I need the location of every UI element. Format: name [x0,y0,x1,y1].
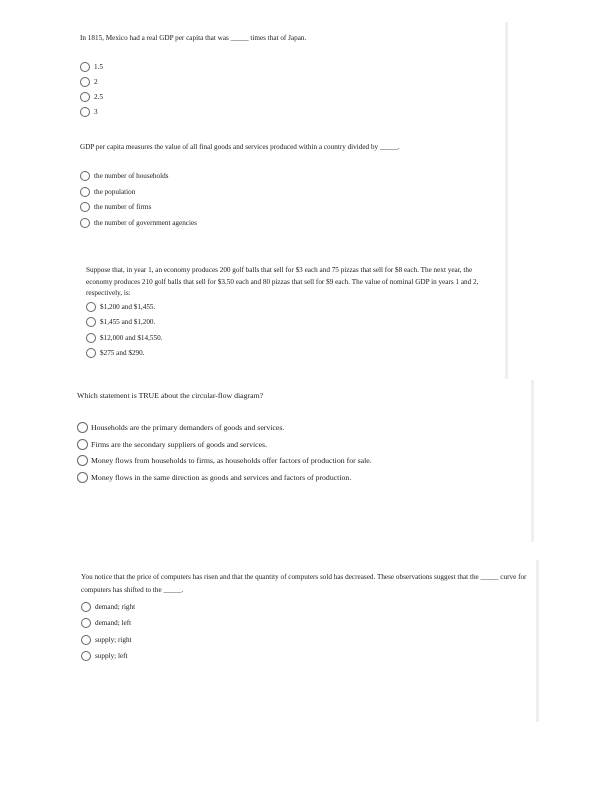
radio-button[interactable] [80,218,90,228]
radio-button[interactable] [80,202,90,212]
option-item[interactable] [86,330,491,345]
option-item[interactable] [77,452,527,469]
option-label: 3 [94,108,98,116]
option-label: the number of firms [94,203,152,212]
question-text: You notice that the price of computers has risen and that the quantity of computers sold has decreased. These observations suggest that the _____ curve for computers has shifted to the _____. [81,573,527,594]
option-label: supply; left [95,652,128,661]
radio-button[interactable] [86,317,96,327]
radio-button[interactable] [81,618,91,628]
option-item[interactable] [81,615,531,631]
question-text: Which statement is TRUE about the circular-flow diagram? [77,391,264,400]
scrollbar-block-3[interactable] [536,560,539,722]
question-text: In 1815, Mexico had a real GDP per capita that was _____ times that of Japan. [80,34,307,42]
option-item[interactable] [77,436,527,453]
option-label: the number of government agencies [94,218,197,227]
radio-button[interactable] [86,348,96,358]
radio-button[interactable] [81,635,91,645]
option-item[interactable] [80,200,500,216]
radio-button[interactable] [80,62,90,72]
option-item[interactable] [80,215,500,231]
question-2 [80,142,500,231]
option-item[interactable] [86,300,491,315]
option-item[interactable] [80,60,500,75]
scrollbar-block-1[interactable] [505,22,508,379]
option-label: $275 and $290. [100,349,145,358]
radio-button[interactable] [77,422,88,433]
options-list [80,60,500,120]
radio-button[interactable] [80,92,90,102]
option-item[interactable] [86,345,491,360]
options-list [86,300,491,361]
options-list [81,599,531,664]
option-item[interactable] [81,632,531,648]
option-label: 2.5 [94,93,103,101]
option-label: Money flows in the same direction as goods and services and factors of production. [91,472,352,482]
question-4 [77,390,527,486]
option-label: demand; right [95,603,136,612]
option-item[interactable] [81,599,531,615]
option-label: 2 [94,78,98,86]
radio-button[interactable] [80,107,90,117]
option-item[interactable] [81,648,531,664]
option-label: Money flows from households to firms, as households offer factors of production for sale. [91,456,372,466]
option-label: 1.5 [94,63,103,71]
option-label: $1,455 and $1,200. [100,318,156,327]
option-label: the number of households [94,172,169,181]
question-3 [86,265,491,361]
question-text: GDP per capita measures the value of all final goods and services produced within a country divided by _____. [80,143,400,151]
option-label: the population [94,187,136,196]
question-text: Suppose that, in year 1, an economy produces 200 golf balls that sell for $3 each and 75 pizzas that sell for $8 each. The next year, the economy produces 210 golf balls that sell for $3.50 each and 80 pizzas that sell for $9 each. The value of nominal GDP in years 1 and 2, respectively, is: [86,266,479,297]
question-1 [80,33,500,120]
radio-button[interactable] [80,171,90,181]
options-list [80,169,500,231]
option-item[interactable] [77,469,527,486]
option-label: supply; right [95,635,132,644]
radio-button[interactable] [86,333,96,343]
option-item[interactable] [80,75,500,90]
radio-button[interactable] [81,602,91,612]
radio-button[interactable] [86,302,96,312]
radio-button[interactable] [77,455,88,466]
option-label: $1,200 and $1,455. [100,303,156,312]
option-label: demand; left [95,619,132,628]
radio-button[interactable] [80,77,90,87]
question-5 [81,571,531,664]
option-item[interactable] [80,90,500,105]
option-item[interactable] [77,419,527,436]
options-list [77,419,527,486]
scrollbar-block-2[interactable] [531,380,534,542]
option-label: Households are the primary demanders of goods and services. [91,422,285,432]
radio-button[interactable] [80,187,90,197]
option-item[interactable] [80,184,500,200]
radio-button[interactable] [77,439,88,450]
radio-button[interactable] [77,472,88,483]
option-item[interactable] [80,105,500,120]
option-label: $12,000 and $14,550. [100,333,163,342]
option-label: Firms are the secondary suppliers of goods and services. [91,439,268,449]
option-item[interactable] [86,315,491,330]
radio-button[interactable] [81,651,91,661]
option-item[interactable] [80,169,500,185]
